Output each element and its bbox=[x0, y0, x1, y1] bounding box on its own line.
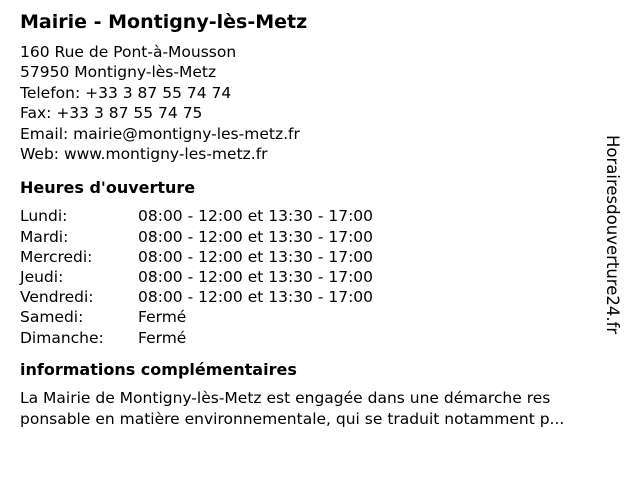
hours-row-sunday bbox=[20, 328, 620, 348]
business-card bbox=[20, 8, 620, 430]
day-hours: Fermé bbox=[138, 308, 187, 327]
day-label: Mardi: bbox=[20, 227, 69, 246]
hours-row-monday bbox=[20, 206, 620, 226]
info-line-1: La Mairie de Montigny-lès-Metz est engagée dans une démarche res bbox=[20, 388, 551, 407]
fax-line: Fax: +33 3 87 55 74 75 bbox=[20, 104, 203, 123]
info-heading: informations complémentaires bbox=[20, 359, 297, 379]
page-title: Mairie - Montigny-lès-Metz bbox=[20, 11, 308, 33]
day-hours: 08:00 - 12:00 et 13:30 - 17:00 bbox=[138, 227, 374, 246]
day-label: Dimanche: bbox=[20, 328, 104, 347]
address-city: 57950 Montigny-lès-Metz bbox=[20, 63, 217, 82]
address-street: 160 Rue de Pont-à-Mousson bbox=[20, 43, 237, 61]
day-hours: 08:00 - 12:00 et 13:30 - 17:00 bbox=[138, 288, 374, 307]
day-label: Jeudi: bbox=[20, 268, 64, 287]
info-paragraph bbox=[20, 388, 630, 430]
info-line-2: ponsable en matière environnementale, qui se traduit notamment p... bbox=[20, 409, 565, 428]
day-label: Vendredi: bbox=[20, 288, 94, 307]
day-label: Mercredi: bbox=[20, 247, 93, 266]
day-hours: 08:00 - 12:00 et 13:30 - 17:00 bbox=[138, 247, 374, 266]
day-label: Samedi: bbox=[20, 308, 84, 327]
phone-line: Telefon: +33 3 87 55 74 74 bbox=[20, 83, 232, 102]
day-hours: 08:00 - 12:00 et 13:30 - 17:00 bbox=[138, 268, 374, 287]
hours-table bbox=[20, 206, 620, 347]
day-label: Lundi: bbox=[20, 207, 68, 226]
site-watermark: Horairesdouverture24.fr bbox=[603, 135, 622, 335]
hours-row-wednesday bbox=[20, 247, 620, 267]
hours-row-tuesday bbox=[20, 227, 620, 247]
web-line: Web: www.montigny-les-metz.fr bbox=[20, 145, 268, 164]
hours-heading: Heures d'ouverture bbox=[20, 178, 196, 198]
hours-row-saturday bbox=[20, 307, 620, 327]
hours-row-thursday bbox=[20, 267, 620, 287]
hours-row-friday bbox=[20, 287, 620, 307]
day-hours: 08:00 - 12:00 et 13:30 - 17:00 bbox=[138, 207, 374, 226]
day-hours: Fermé bbox=[138, 328, 187, 347]
email-line: Email: mairie@montigny-les-metz.fr bbox=[20, 124, 300, 143]
contact-block bbox=[20, 42, 620, 164]
